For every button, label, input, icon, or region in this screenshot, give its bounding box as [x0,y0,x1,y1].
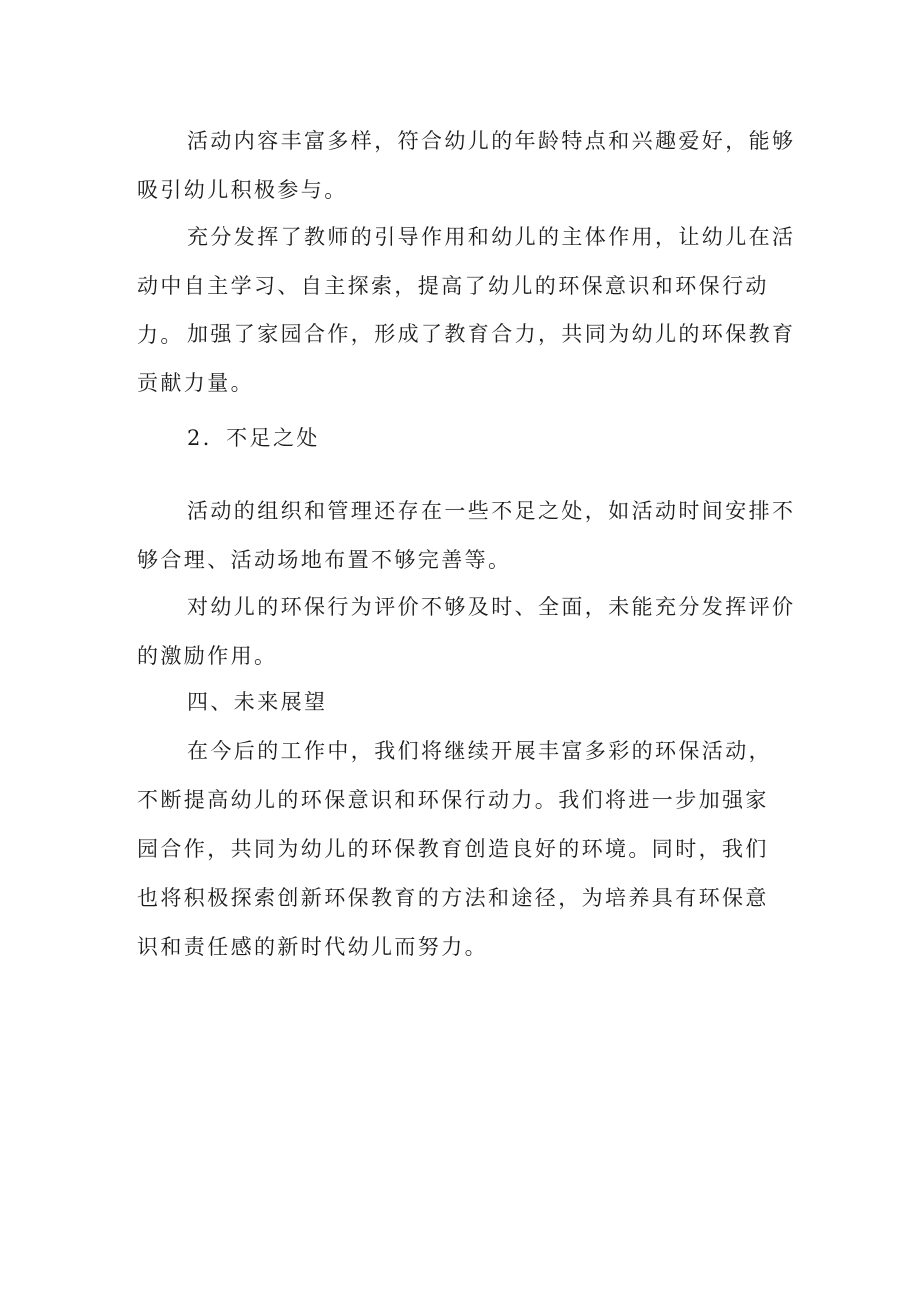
paragraph-activity-content: 活动内容丰富多样，符合幼儿的年龄特点和兴趣爱好，能够吸引幼儿积极参与。 [137,129,796,202]
heading-shortcomings: 2．不足之处 [187,426,320,450]
paragraph-teacher-role: 充分发挥了教师的引导作用和幼儿的主体作用，让幼儿在活动中自主学习、自主探索，提高了幼儿的环保意识和环保行动力。 [137,225,796,347]
heading-future-outlook: 四、未来展望 [187,690,328,714]
paragraph-evaluation-issues: 对幼儿的环保行为评价不够及时、全面，未能充分发挥评价的激励作用。 [137,595,796,668]
paragraph-organization-issues: 活动的组织和管理还存在一些不足之处，如活动时间安排不够合理、活动场地布置不够完善等。 [137,499,796,572]
paragraph-future-plans: 在今后的工作中，我们将继续开展丰富多彩的环保活动，不断提高幼儿的环保意识和环保行动力。我们将进一步加强家园合作，共同为幼儿的环保教育创造良好的环境。同时，我们也将积极探索创新环保教育的方法和途径，为培养具有环保意识和责任感的新时代幼儿而努力。 [137,739,772,959]
paragraph-home-school-cooperation: 加强了家园合作，形成了教育合力，共同为幼儿的环保教育贡献力量。 [137,322,796,395]
